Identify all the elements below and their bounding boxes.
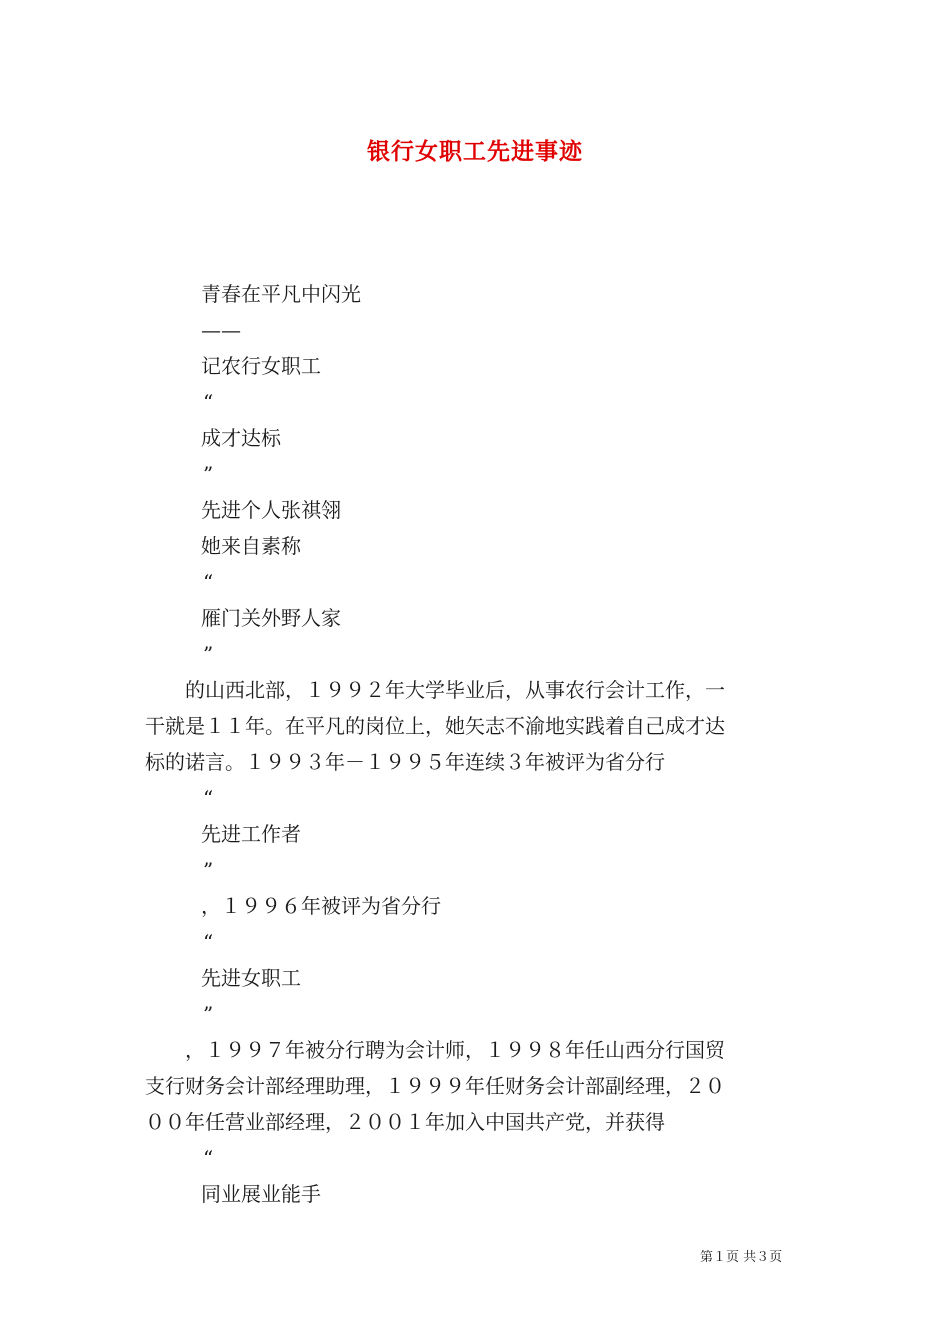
text-line: 雁门关外野人家 (201, 606, 341, 630)
paragraph-line: 干就是１１年。在平凡的岗位上，她矢志不渝地实践着自己成才达 (145, 714, 725, 738)
paragraph-2 (145, 1032, 810, 1140)
paragraph-1 (145, 672, 810, 780)
text-line: —— (201, 318, 241, 342)
quote-mark: “ (203, 1146, 214, 1170)
quote-mark: ” (203, 642, 214, 666)
text-line: 先进女职工 (201, 966, 301, 990)
quote-mark: “ (203, 930, 214, 954)
text-line: 青春在平凡中闪光 (201, 282, 361, 306)
paragraph-line: ，１９９７年被分行聘为会计师，１９９８年任山西分行国贸 (145, 1038, 725, 1062)
page-number: 第１页 共３页 (700, 1250, 783, 1265)
text-line: 记农行女职工 (201, 354, 321, 378)
text-line: 她来自素称 (201, 534, 301, 558)
text-line: 先进工作者 (201, 822, 301, 846)
quote-mark: “ (203, 570, 214, 594)
text-line: 成才达标 (201, 426, 281, 450)
quote-mark: “ (203, 390, 214, 414)
paragraph-line: 标的诺言。１９９３年－１９９５年连续３年被评为省分行 (145, 750, 665, 774)
text-line: 同业展业能手 (201, 1182, 321, 1206)
text-line: ，１９９６年被评为省分行 (201, 894, 441, 918)
paragraph-line: ００年任营业部经理，２００１年加入中国共产党，并获得 (145, 1110, 665, 1134)
quote-mark: ” (203, 858, 214, 882)
document-body (145, 276, 810, 1212)
quote-mark: ” (203, 1002, 214, 1026)
document-title: 银行女职工先进事迹 (367, 138, 583, 165)
text-line: 先进个人张祺翎 (201, 498, 341, 522)
quote-mark: “ (203, 786, 214, 810)
paragraph-line: 支行财务会计部经理助理，１９９９年任财务会计部副经理，２０ (145, 1074, 725, 1098)
quote-mark: ” (203, 462, 214, 486)
paragraph-line: 的山西北部，１９９２年大学毕业后，从事农行会计工作，一 (145, 678, 725, 702)
